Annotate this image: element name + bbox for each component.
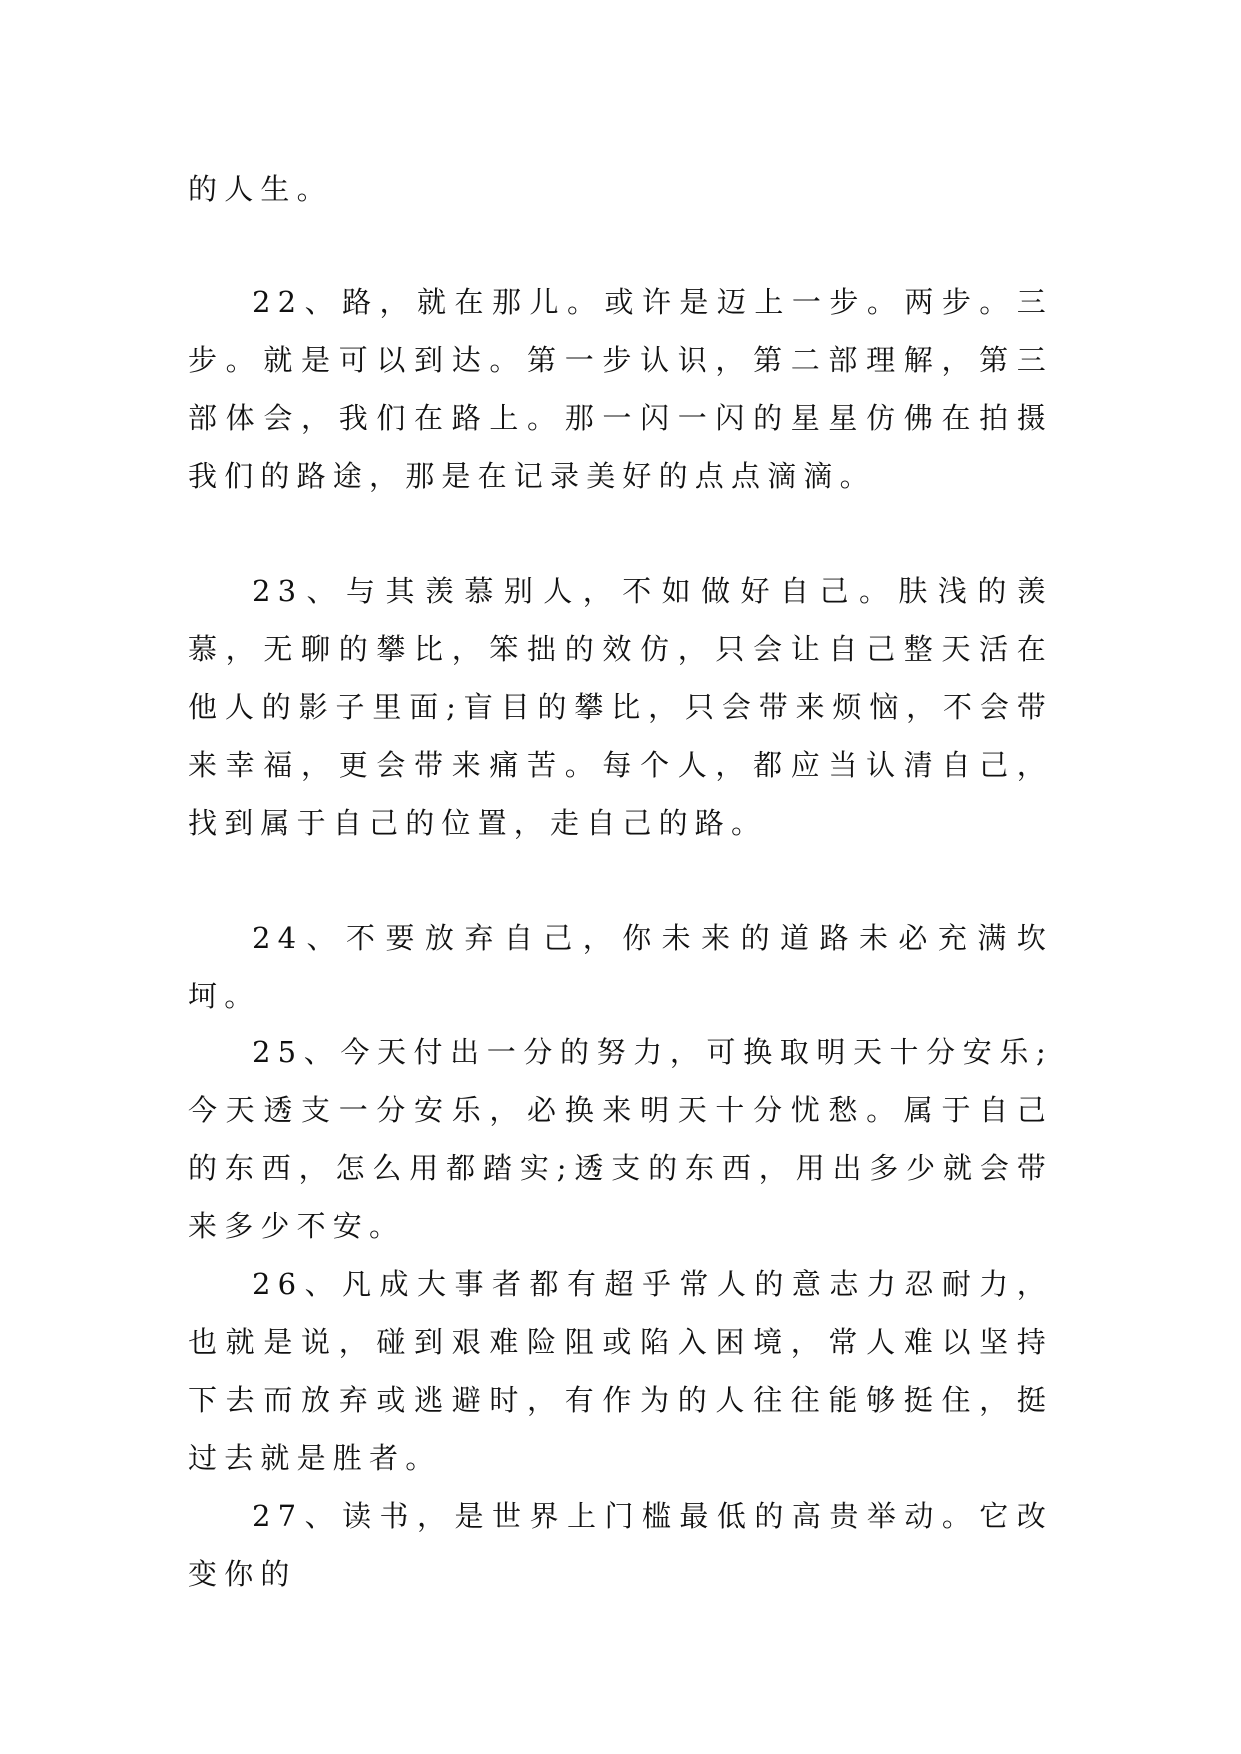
paragraph-22: 22、路，就在那儿。或许是迈上一步。两步。三步。就是可以到达。第一步认识，第二部理解，第三部体会，我们在路上。那一闪一闪的星星仿佛在拍摄我们的路途，那是在记录美好的点点滴滴。 xyxy=(188,285,1053,493)
paragraph-24: 24、不要放弃自己，你未来的道路未必充满坎坷。 xyxy=(188,921,1053,1013)
paragraph-27: 27、读书，是世界上门槛最低的高贵举动。它改变你的 xyxy=(188,1499,1053,1591)
paragraph-25: 25、今天付出一分的努力，可换取明天十分安乐;今天透支一分安乐，必换来明天十分忧愁。属于自己的东西，怎么用都踏实;透支的东西，用出多少就会带来多少不安。 xyxy=(188,1035,1053,1243)
paragraph-26: 26、凡成大事者都有超乎常人的意志力忍耐力，也就是说，碰到艰难险阻或陷入困境，常人难以坚持下去而放弃或逃避时，有作为的人往往能够挺住，挺过去就是胜者。 xyxy=(188,1267,1053,1475)
paragraph-23: 23、与其羡慕别人，不如做好自己。肤浅的羡慕，无聊的攀比，笨拙的效仿，只会让自己整天活在他人的影子里面;盲目的攀比，只会带来烦恼，不会带来幸福，更会带来痛苦。每个人，都应当认清自己，找到属于自己的位置，走自己的路。 xyxy=(188,574,1053,840)
paragraph-continuation: 的人生。 xyxy=(188,172,333,206)
